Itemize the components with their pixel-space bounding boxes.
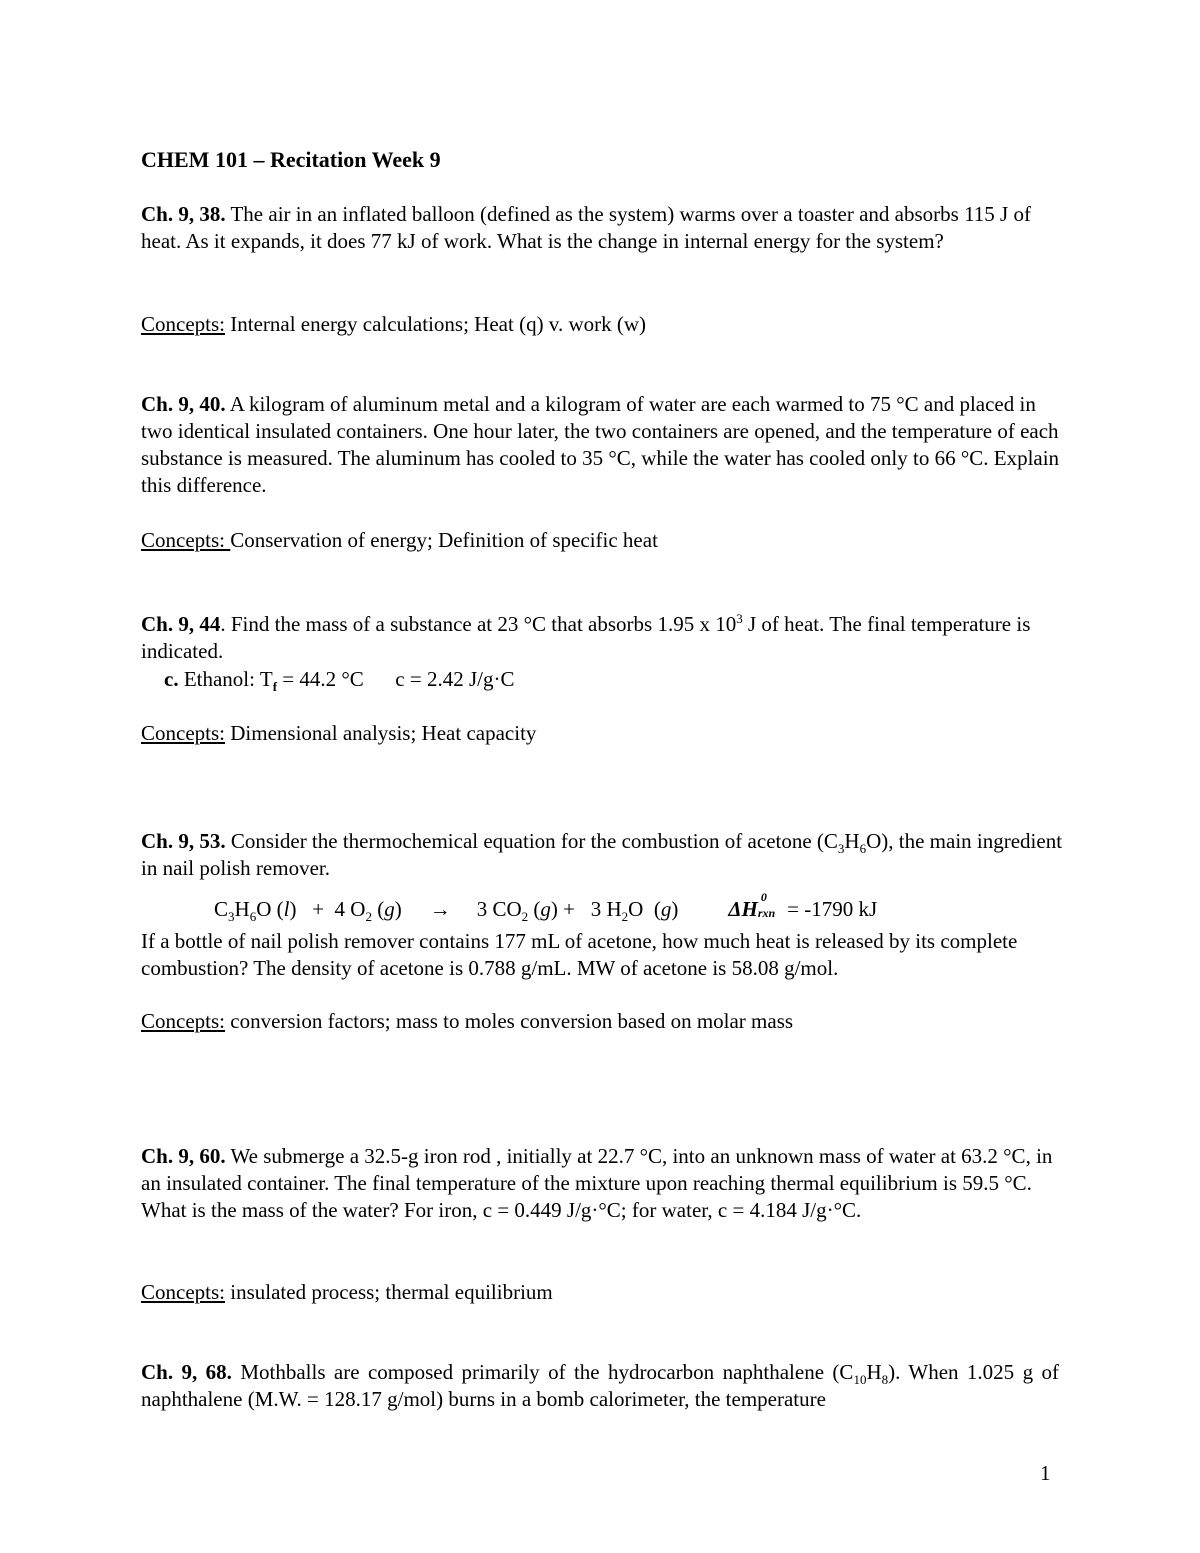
eq-part: O ( (628, 897, 661, 921)
question-text: The air in an inflated balloon (defined as the system) warms over a toaster and absorbs 115 J of heat. As it expands, it does 77 kJ of work. What is the change in internal energy for the system? (141, 202, 1031, 253)
concepts-44 (141, 720, 1071, 747)
subscript: rxn (757, 906, 776, 920)
eq-part: ) + 3 H (550, 897, 622, 921)
question-68 (141, 1359, 1059, 1413)
concepts-40 (141, 527, 1071, 554)
eq-part: O ( (256, 897, 284, 921)
eq-state: g (384, 897, 395, 921)
eq-part: ) (671, 897, 679, 921)
question-label: Ch. 9, 60. (141, 1144, 226, 1168)
enthalpy-value: = -1790 kJ (781, 897, 878, 921)
concepts-label: Concepts: (141, 528, 231, 552)
question-text: H (866, 1360, 882, 1384)
concepts-text: Conservation of energy; Definition of specific heat (230, 528, 658, 552)
eq-part: 3 CO (476, 897, 522, 921)
question-38 (141, 201, 1071, 255)
part-label: c. (164, 667, 179, 691)
reaction-arrow: → (429, 897, 451, 921)
question-text: O), the main ingredient in nail polish remover. (141, 829, 1063, 880)
concepts-60 (141, 1279, 1071, 1306)
concepts-text: conversion factors; mass to moles conversion based on molar mass (225, 1009, 794, 1033)
question-53 (141, 828, 1071, 882)
eq-state: l (283, 897, 290, 921)
subscript: 8 (881, 1372, 889, 1388)
subscript: 6 (859, 841, 867, 857)
question-text: ). When 1.025 g of naphthalene (M.W. = 128.17 g/mol) burns in a bomb calorimeter, the temperature (141, 1360, 1059, 1411)
question-text: H (844, 829, 860, 853)
concepts-38 (141, 311, 1071, 338)
page-title: CHEM 101 – Recitation Week 9 (141, 147, 441, 172)
question-text: We submerge a 32.5-g iron rod , initially at 22.7 °C, into an unknown mass of water at 63.2 °C, in an insulated container. The final temperature of the mixture upon reaching thermal equilibrium is 59.5 °C. What is the mass of the water? For iron, c = 0.449 J/g·°C; for water, c = 4.184 J/g·°C. (141, 1144, 1053, 1222)
eq-state: g (660, 897, 672, 921)
subscript: 3 (228, 909, 235, 925)
subscript: f (272, 679, 278, 695)
question-text: Consider the thermochemical equation for the combustion of acetone (C (225, 829, 838, 853)
eq-part: ) (394, 897, 402, 921)
question-text: . Find the mass of a substance at 23 °C that absorbs 1.95 x 10 (220, 612, 737, 636)
enthalpy-scripts (757, 890, 782, 920)
part-text: Ethanol: T (178, 667, 273, 691)
part-text: = 44.2 °C c = 2.42 J/g·C (277, 667, 515, 691)
concepts-label: Concepts: (141, 1280, 225, 1304)
subscript: 10 (853, 1372, 867, 1388)
question-label: Ch. 9, 53. (141, 829, 226, 853)
question-44-part-c (141, 666, 1094, 693)
subscript: 2 (521, 909, 529, 925)
question-label: Ch. 9, 68. (141, 1360, 232, 1384)
concepts-53 (141, 1008, 1071, 1035)
eq-part: ( (528, 897, 541, 921)
question-text: Mothballs are composed primarily of the hydrocarbon naphthalene (C (231, 1360, 854, 1384)
eq-part: C (214, 897, 229, 921)
concepts-label: Concepts: (141, 721, 225, 745)
question-text: A kilogram of aluminum metal and a kilogram of water are each warmed to 75 °C and placed in two identical insulated containers. One hour later, the two containers are opened, and the temperature of each substance is measured. The aluminum has cooled to 35 °C, while the water has cooled only to 66 °C. Explain this difference. (141, 392, 1060, 497)
question-label: Ch. 9, 44 (141, 612, 221, 636)
page-number: 1 (1040, 1461, 1051, 1485)
question-text: J of heat. The final temperature is indicated. (141, 612, 1031, 663)
eq-part: ) + 4 O (289, 897, 366, 921)
enthalpy-symbol: ΔH (728, 897, 758, 921)
eq-part: ( (371, 897, 385, 921)
concepts-label: Concepts: (141, 1009, 225, 1033)
question-text: If a bottle of nail polish remover contains 177 mL of acetone, how much heat is released by its complete combustion? The density of acetone is 0.788 g/mL. MW of acetone is 58.08 g/mol. (141, 929, 1018, 980)
thermochemical-equation (141, 890, 1144, 925)
concepts-text: Dimensional analysis; Heat capacity (225, 721, 537, 745)
question-44 (141, 611, 1071, 665)
eq-part: H (234, 897, 250, 921)
question-label: Ch. 9, 38. (141, 202, 226, 226)
concepts-label: Concepts: (141, 312, 225, 336)
subscript: 6 (249, 909, 257, 925)
subscript: 2 (365, 909, 372, 925)
concepts-text: Internal energy calculations; Heat (q) v. work (w) (225, 312, 647, 336)
question-53-continued (141, 928, 1071, 982)
superscript: 0 (760, 890, 767, 904)
exponent: 3 (736, 611, 743, 626)
subscript: 3 (837, 841, 845, 857)
question-label: Ch. 9, 40. (141, 392, 226, 416)
concepts-text: insulated process; thermal equilibrium (225, 1280, 553, 1304)
eq-state: g (540, 897, 551, 921)
question-40 (141, 391, 1071, 499)
question-60 (141, 1143, 1071, 1224)
subscript: 2 (621, 909, 629, 925)
